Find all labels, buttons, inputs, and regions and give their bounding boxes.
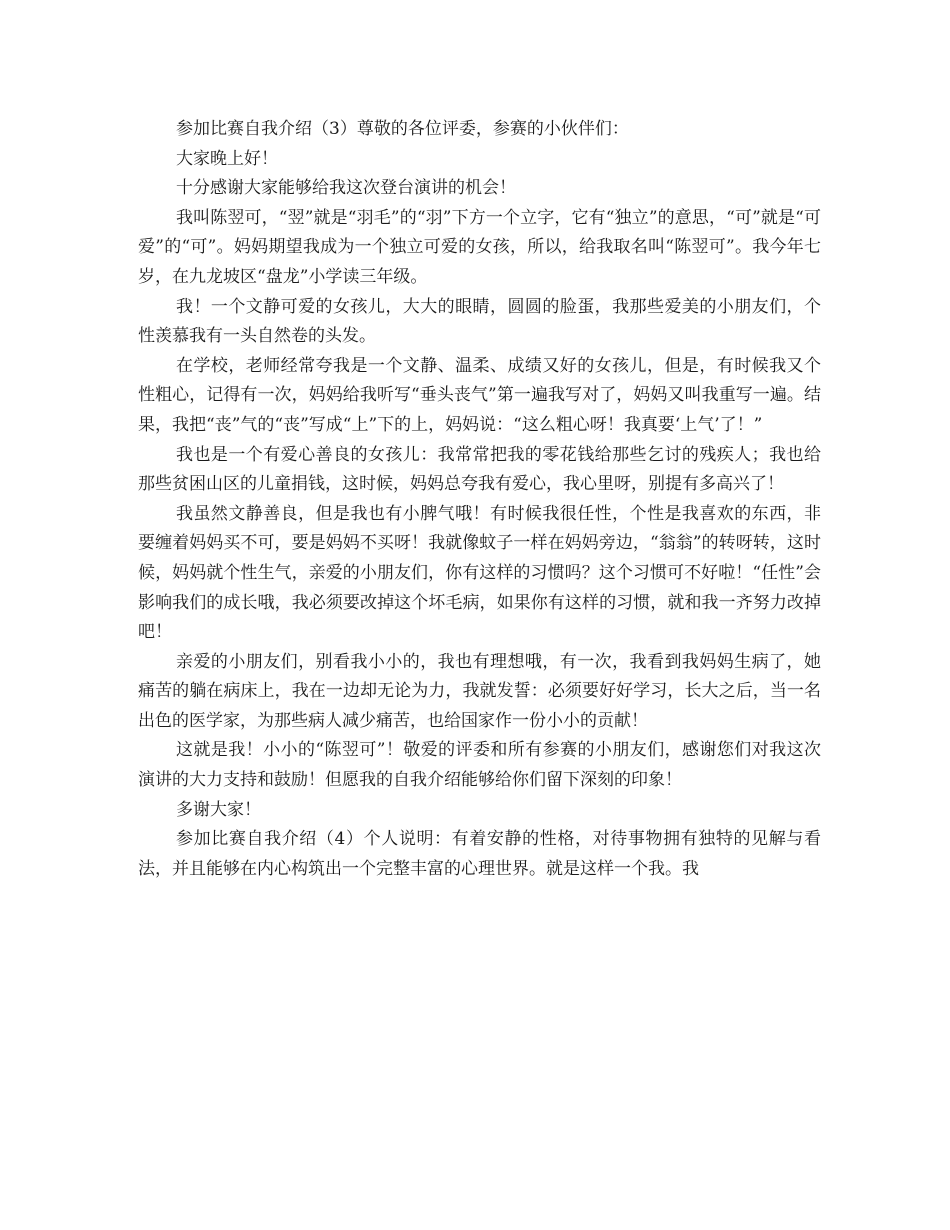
paragraph-5: 我！一个文静可爱的女孩儿，大大的眼睛，圆圆的脸蛋，我那些爱美的小朋友们，个性羡慕我有一头自然卷的头发。 bbox=[138, 296, 821, 347]
paragraph-7: 我也是一个有爱心善良的女孩儿：我常常把我的零花钱给那些乞讨的残疾人；我也给那些贫困山区的儿童捐钱，这时候，妈妈总夸我有爱心，我心里呀，别提有多高兴了！ bbox=[138, 444, 821, 495]
document-body bbox=[138, 115, 821, 884]
paragraph-6: 在学校，老师经常夸我是一个文静、温柔、成绩又好的女孩儿，但是，有时候我又个性粗心，记得有一次，妈妈给我听写“垂头丧气”第一遍我写对了，妈妈又叫我重写一遍。结果，我把“丧”气的“丧”写成“上”下的上，妈妈说：“这么粗心呀！我真要‘上气’了！” bbox=[138, 355, 821, 435]
paragraph-1: 参加比赛自我介绍（3）尊敬的各位评委，参赛的小伙伴们： bbox=[176, 119, 629, 139]
paragraph-2: 大家晚上好！ bbox=[176, 148, 278, 169]
paragraph-4: 我叫陈翌可，“翌”就是“羽毛”的“羽”下方一个立字，它有“独立”的意思，“可”就是“可爱”的“可”。妈妈期望我成为一个独立可爱的女孩，所以，给我取名叫“陈翌可”。我今年七岁，在九龙坡区“盘龙”小学读三年级。 bbox=[138, 207, 821, 287]
paragraph-9: 亲爱的小朋友们，别看我小小的，我也有理想哦，有一次，我看到我妈妈生病了，她痛苦的躺在病床上，我在一边却无论为力，我就发誓：必须要好好学习，长大之后，当一名出色的医学家，为那些病人减少痛苦，也给国家作一份小小的贡献！ bbox=[138, 651, 821, 731]
paragraph-10: 这就是我！小小的“陈翌可”！敬爱的评委和所有参赛的小朋友们，感谢您们对我这次演讲的大力支持和鼓励！但愿我的自我介绍能够给你们留下深刻的印象！ bbox=[138, 740, 821, 791]
paragraph-11: 多谢大家！ bbox=[176, 799, 261, 820]
paragraph-8: 我虽然文静善良，但是我也有小脾气哦！有时候我很任性，个性是我喜欢的东西，非要缠着妈妈买不可，要是妈妈不买呀！我就像蚊子一样在妈妈旁边，“翁翁”的转呀转，这时候，妈妈就个性生气，亲爱的小朋友们，你有这样的习惯吗？这个习惯可不好啦！“任性”会影响我们的成长哦，我必须要改掉这个坏毛病，如果你有这样的习惯，就和我一齐努力改掉吧！ bbox=[138, 503, 821, 643]
paragraph-3: 十分感谢大家能够给我这次登台演讲的机会！ bbox=[176, 178, 516, 199]
paragraph-12: 参加比赛自我介绍（4）个人说明：有着安静的性格，对待事物拥有独特的见解与看法，并且能够在内心构筑出一个完整丰富的心理世界。就是这样一个我。我 bbox=[138, 829, 821, 879]
